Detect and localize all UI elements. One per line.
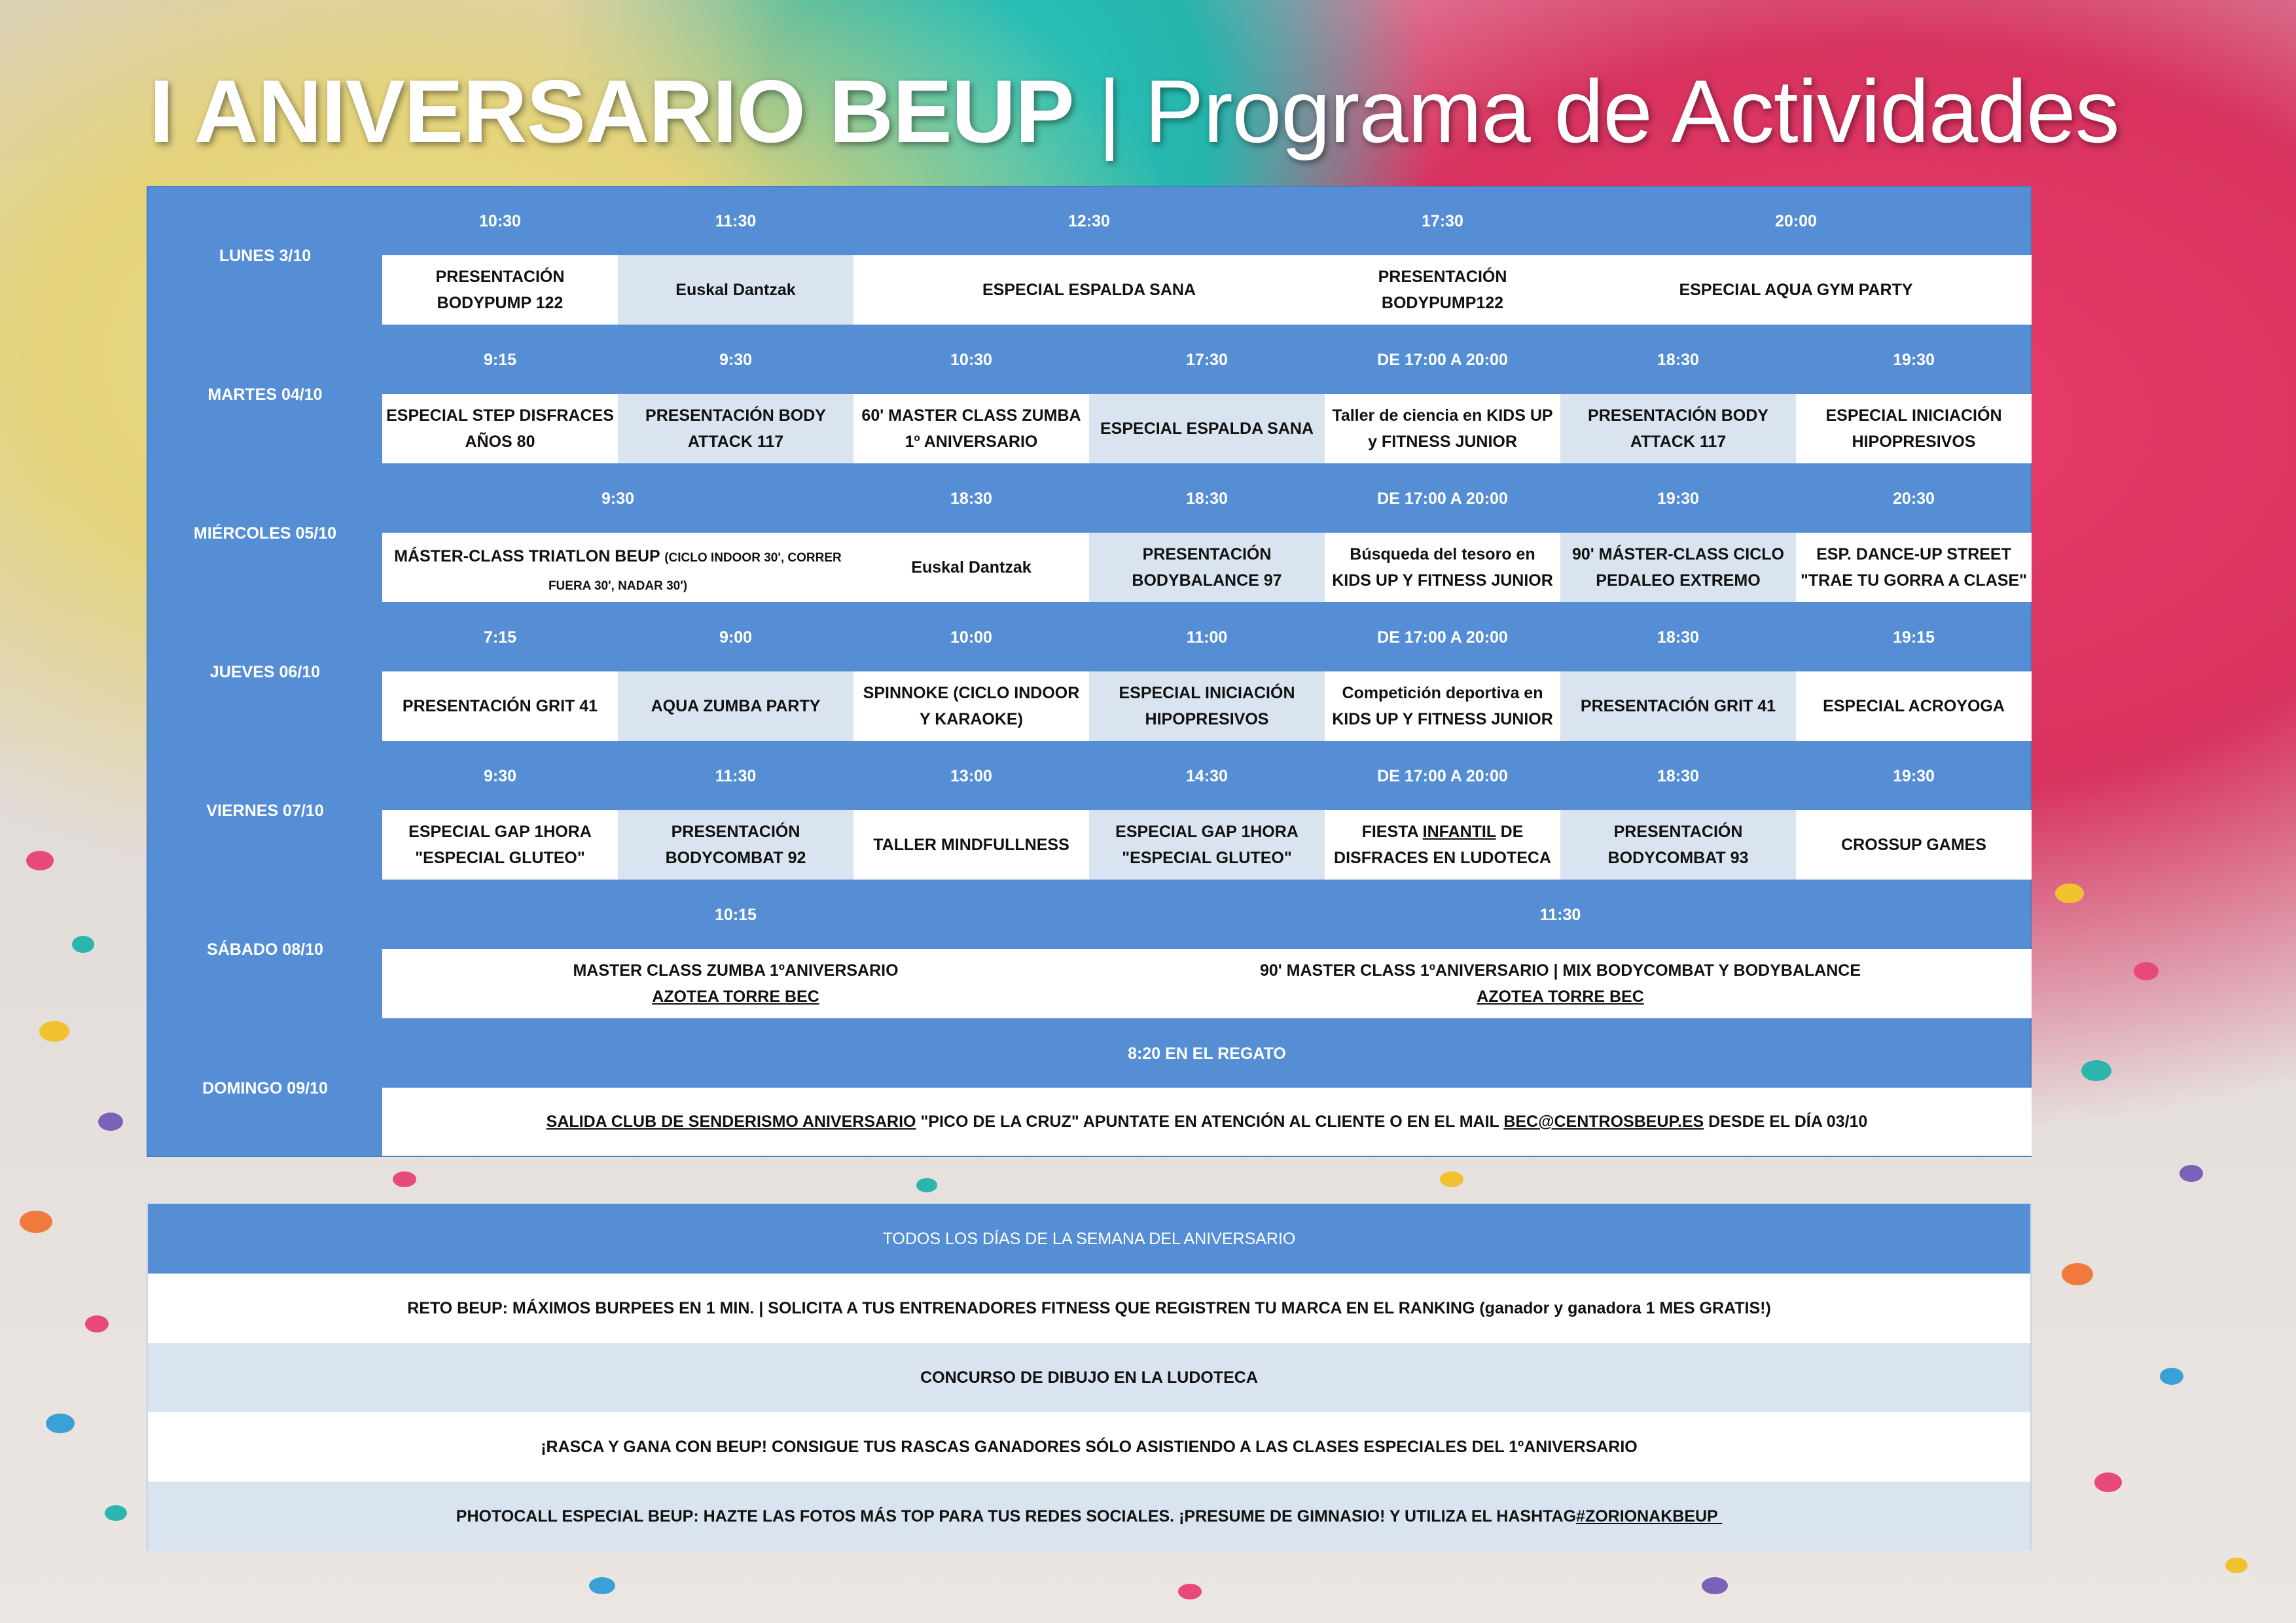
activity-cell: ESPECIAL INICIACIÓN HIPOPRESIVOS [1796, 394, 2032, 463]
anniversary-week-header: TODOS LOS DÍAS DE LA SEMANA DEL ANIVERSARIO [148, 1204, 2030, 1274]
day-label-jueves: JUEVES 06/10 [209, 662, 321, 681]
activity-note: (CICLO INDOOR 30', CORRER FUERA 30', NADAR 30') [548, 551, 842, 593]
activity-cell: Búsqueda del tesoro en KIDS UP Y FITNESS JUNIOR [1325, 533, 1560, 602]
day-label-lunes: LUNES 3/10 [219, 246, 312, 265]
activity-cell: PRESENTACIÓN BODYPUMP 122 [382, 255, 618, 325]
time-slot: 18:30 [1657, 350, 1699, 369]
time-slot: 18:30 [1186, 489, 1228, 508]
anniversary-row: RETO BEUP: MÁXIMOS BURPEES EN 1 MIN. | SOLICITA A TUS ENTRENADORES FITNESS QUE REGISTREN TU MARCA EN EL RANKING (ganador y ganadora 1 MES GRATIS!) [148, 1274, 2030, 1343]
time-slot: 17:30 [1186, 350, 1228, 369]
activity-cell [382, 949, 1089, 1018]
activity-cell: Taller de ciencia en KIDS UP y FITNESS JUNIOR [1325, 394, 1560, 463]
page-title [149, 60, 2119, 162]
time-slot: DE 17:00 A 20:00 [1377, 766, 1508, 785]
time-slot: 10:30 [479, 211, 521, 230]
activity-cell: Competición deportiva en KIDS UP Y FITNESS JUNIOR [1325, 671, 1560, 741]
venue-link: AZOTEA TORRE BEC [652, 988, 819, 1006]
senderismo-date: DESDE EL DÍA 03/10 [1704, 1113, 1868, 1131]
activity-cell: PRESENTACIÓN GRIT 41 [382, 671, 618, 741]
time-slot: DE 17:00 A 20:00 [1377, 350, 1508, 369]
time-slot: 11:30 [715, 211, 757, 230]
activity-cell: ESP. DANCE-UP STREET "TRAE TU GORRA A CLASE" [1796, 533, 2032, 602]
activity-cell: ESPECIAL ESPALDA SANA [853, 255, 1325, 325]
time-slot: 18:30 [950, 489, 992, 508]
anniversary-row: ¡RASCA Y GANA CON BEUP! CONSIGUE TUS RASCAS GANADORES SÓLO ASISTIENDO A LAS CLASES ESPECIALES DEL 1ºANIVERSARIO [148, 1412, 2030, 1482]
anniversary-row: CONCURSO DE DIBUJO EN LA LUDOTECA [148, 1343, 2030, 1412]
activity-cell: ESPECIAL STEP DISFRACES AÑOS 80 [382, 394, 618, 463]
day-label-viernes: VIERNES 07/10 [206, 801, 324, 820]
activity-main-text: 90' MASTER CLASS 1ºANIVERSARIO | MIX BODYCOMBAT Y BODYBALANCE [1259, 961, 1861, 980]
time-slot: 17:30 [1422, 211, 1463, 230]
day-label-miercoles: MIÉRCOLES 05/10 [193, 524, 337, 543]
activity-cell: ESPECIAL GAP 1HORA "ESPECIAL GLUTEO" [382, 810, 618, 880]
time-slot: DE 17:00 A 20:00 [1377, 628, 1508, 647]
time-slot: 11:30 [1539, 905, 1581, 924]
activity-cell: TALLER MINDFULLNESS [853, 810, 1089, 880]
time-slot: 9:30 [483, 766, 517, 785]
time-slot: 9:15 [483, 350, 517, 369]
activity-cell-senderismo [382, 1088, 2032, 1156]
activity-cell: PRESENTACIÓN BODYBALANCE 97 [1089, 533, 1325, 602]
time-slot: 18:30 [1657, 628, 1699, 647]
activity-cell: ESPECIAL GAP 1HORA "ESPECIAL GLUTEO" [1089, 810, 1325, 880]
activity-cell: ESPECIAL ACROYOGA [1796, 671, 2032, 741]
time-slot: 19:30 [1893, 766, 1935, 785]
activity-main-text: MÁSTER-CLASS TRIATLON BEUP [394, 547, 660, 565]
time-slot: 20:00 [1775, 211, 1817, 230]
schedule-table [147, 186, 2032, 1157]
time-slot: DE 17:00 A 20:00 [1377, 489, 1508, 508]
day-label-sabado: SÁBADO 08/10 [207, 940, 323, 959]
photocall-text: PHOTOCALL ESPECIAL BEUP: HAZTE LAS FOTOS MÁS TOP PARA TUS REDES SOCIALES. ¡PRESUME DE GIMNASIO! Y UTILIZA EL HASHTAG [456, 1507, 1577, 1525]
time-slot: 14:30 [1186, 766, 1228, 785]
title-rest: | Programa de Actividades [1073, 62, 2119, 161]
time-slot: 19:30 [1893, 350, 1935, 369]
activity-cell: 60' MASTER CLASS ZUMBA 1º ANIVERSARIO [853, 394, 1089, 463]
activity-cell: AQUA ZUMBA PARTY [618, 671, 853, 741]
activity-main-text: MASTER CLASS ZUMBA 1ºANIVERSARIO [573, 961, 899, 980]
activity-cell: PRESENTACIÓN BODY ATTACK 117 [618, 394, 853, 463]
activity-cell: ESPECIAL ESPALDA SANA [1089, 394, 1325, 463]
activity-cell: PRESENTACIÓN BODY ATTACK 117 [1560, 394, 1796, 463]
time-slot: 9:30 [601, 489, 635, 508]
activity-cell: 90' MÁSTER-CLASS CICLO PEDALEO EXTREMO [1560, 533, 1796, 602]
time-slot: 19:15 [1893, 628, 1935, 647]
time-slot: 7:15 [483, 628, 517, 647]
activity-cell: PRESENTACIÓN BODYCOMBAT 93 [1560, 810, 1796, 880]
activity-cell-triatlon [382, 533, 853, 602]
anniversary-week-table [147, 1203, 2032, 1551]
activity-cell: CROSSUP GAMES [1796, 810, 2032, 880]
activity-cell-fiesta [1325, 810, 1560, 880]
activity-cell: Euskal Dantzak [618, 255, 853, 325]
fiesta-post: DE DISFRACES EN LUDOTECA [1334, 823, 1551, 867]
time-slot: 9:00 [719, 628, 753, 647]
time-slot: 13:00 [950, 766, 992, 785]
fiesta-pre: FIESTA [1361, 823, 1423, 841]
time-slot: 12:30 [1068, 211, 1110, 230]
time-slot: 19:30 [1657, 489, 1699, 508]
anniversary-row-photocall [148, 1482, 2030, 1551]
venue-link: AZOTEA TORRE BEC [1477, 988, 1644, 1006]
activity-cell: PRESENTACIÓN BODYCOMBAT 92 [618, 810, 853, 880]
time-slot: 10:15 [715, 905, 757, 924]
senderismo-title: SALIDA CLUB DE SENDERISMO ANIVERSARIO [546, 1113, 916, 1131]
time-slot: 18:30 [1657, 766, 1699, 785]
time-slot: 10:00 [950, 628, 992, 647]
time-slot: 11:00 [1186, 628, 1228, 647]
activity-cell: ESPECIAL AQUA GYM PARTY [1560, 255, 2032, 325]
activity-cell: PRESENTACIÓN GRIT 41 [1560, 671, 1796, 741]
time-slot: 8:20 EN EL REGATO [1128, 1044, 1286, 1063]
activity-cell: Euskal Dantzak [853, 533, 1089, 602]
hashtag-link[interactable]: #ZORIONAKBEUP [1576, 1507, 1723, 1525]
day-label-domingo: DOMINGO 09/10 [202, 1079, 328, 1097]
activity-cell [1089, 949, 2032, 1018]
fiesta-underlined: INFANTIL [1422, 823, 1496, 841]
activity-cell: SPINNOKE (CICLO INDOOR Y KARAOKE) [853, 671, 1089, 741]
time-slot: 9:30 [719, 350, 753, 369]
time-slot: 11:30 [715, 766, 757, 785]
email-link[interactable]: BEC@CENTROSBEUP.ES [1503, 1113, 1704, 1131]
time-slot: 10:30 [950, 350, 992, 369]
senderismo-text: "PICO DE LA CRUZ" APUNTATE EN ATENCIÓN AL CLIENTE O EN EL MAIL [916, 1113, 1504, 1131]
activity-cell: PRESENTACIÓN BODYPUMP122 [1325, 255, 1560, 325]
title-bold: I ANIVERSARIO BEUP [149, 62, 1074, 161]
day-label-martes: MARTES 04/10 [207, 385, 323, 404]
activity-cell: ESPECIAL INICIACIÓN HIPOPRESIVOS [1089, 671, 1325, 741]
time-slot: 20:30 [1893, 489, 1935, 508]
